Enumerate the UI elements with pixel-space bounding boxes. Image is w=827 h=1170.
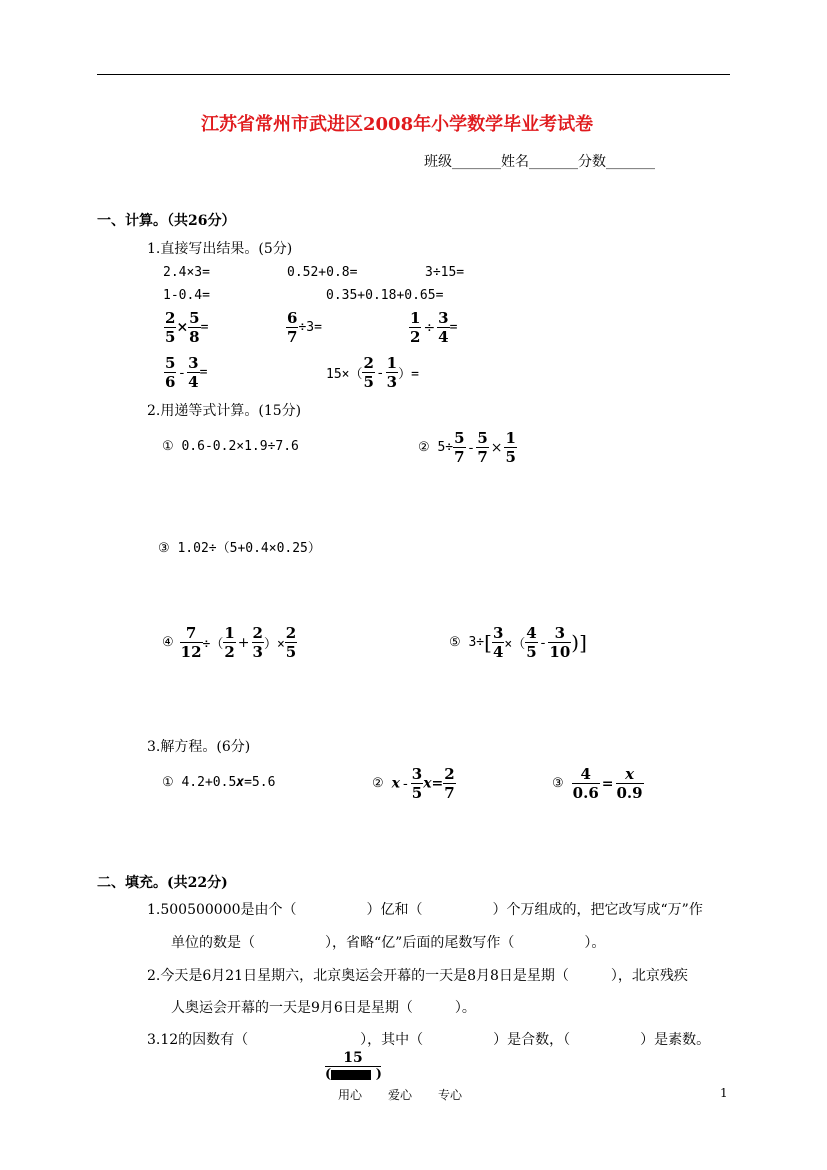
q1-r2-a: 1-0.4=	[163, 288, 210, 303]
q1-label: 1.直接写出结果。(5分)	[147, 241, 293, 257]
s2-q1a: 1.500500000是由个（ ）亿和（ ）个万组成的，把它改写成“万”作	[147, 902, 703, 918]
q1-r3-a: $\frac{2}{5}$ × $\frac{5}{8}$ =	[165, 309, 209, 346]
footer-text-1: 用心	[338, 1088, 363, 1102]
q1-r3-c: $\frac{1}{2}$ ÷ $\frac{3}{4}$ =	[410, 309, 458, 346]
section1-heading: 一、计算。（共26分）	[97, 213, 236, 229]
page-title: 江苏省常州市武进区2008年小学数学毕业考试卷	[201, 114, 594, 135]
student-info: 班级_______姓名_______分数_______	[424, 154, 655, 170]
q2-p1: ① 0.6-0.2×1.9÷7.6	[162, 439, 299, 454]
footer-page-fraction	[325, 1050, 381, 1082]
q2-p2: ② 5÷ $\frac{5}{7}$ - $\frac{5}{7}$ × $\frac{1}{5}$	[418, 429, 516, 466]
q3-e1: ① 4.2+0.5x=5.6	[162, 775, 276, 790]
q1-r1-b: 0.52+0.8=	[287, 265, 358, 280]
q2-p5: ⑤ 3÷[ $\frac{3}{4}$ ×（ $\frac{4}{5}$ - $\frac{3}{10}$ )]	[449, 624, 587, 661]
footer-text-3: 专心	[438, 1088, 463, 1102]
q1-r2-b: 0.35+0.18+0.65=	[326, 288, 444, 303]
footer-fraction-top: 15	[325, 1050, 381, 1067]
footer-page-number: 1	[720, 1086, 728, 1100]
q1-r4-b: 15×（ $\frac{2}{5}$ - $\frac{1}{3}$ ）=	[326, 354, 419, 391]
s2-q2a: 2.今天是6月21日星期六，北京奥运会开幕的一天是8月8日是星期（ ），北京残疾	[147, 968, 688, 984]
section2-heading: 二、填充。(共22分)	[97, 875, 228, 891]
q3-label: 3.解方程。(6分)	[147, 739, 251, 755]
q3-e3: ③ $\frac{4}{0.6}$ = $\frac{x}{0.9}$	[552, 765, 643, 802]
s2-q2b: 人奥运会开幕的一天是9月6日是星期（ ）。	[171, 1000, 476, 1016]
footer-fraction-bottom: ( )	[325, 1067, 382, 1082]
header-rule	[97, 74, 730, 75]
q2-label: 2.用递等式计算。(15分)	[147, 403, 302, 419]
q1-r3-b: $\frac{6}{7}$ ÷3=	[287, 309, 322, 346]
footer-text-2: 爱心	[388, 1088, 413, 1102]
footer-logo-icon	[331, 1070, 371, 1080]
s2-q3: 3.12的因数有（ ），其中（ ）是合数，（ ）是素数。	[147, 1032, 711, 1048]
q1-r1-a: 2.4×3=	[163, 265, 210, 280]
q2-p4: ④ $\frac{7}{12}$ ÷（ $\frac{1}{2}$ + $\frac{2}{3}$ ）× $\frac{2}{5}$	[162, 624, 297, 661]
q3-e2: ② x - $\frac{3}{5}$ x= $\frac{2}{7}$	[372, 765, 455, 802]
q1-r1-c: 3÷15=	[425, 265, 465, 280]
q1-r4-a: $\frac{5}{6}$ - $\frac{3}{4}$ =	[165, 354, 208, 391]
s2-q1b: 单位的数是（ ），省略“亿”后面的尾数写作（ ）。	[171, 935, 606, 951]
q2-p3: ③ 1.02÷（5+0.4×0.25）	[158, 541, 321, 556]
